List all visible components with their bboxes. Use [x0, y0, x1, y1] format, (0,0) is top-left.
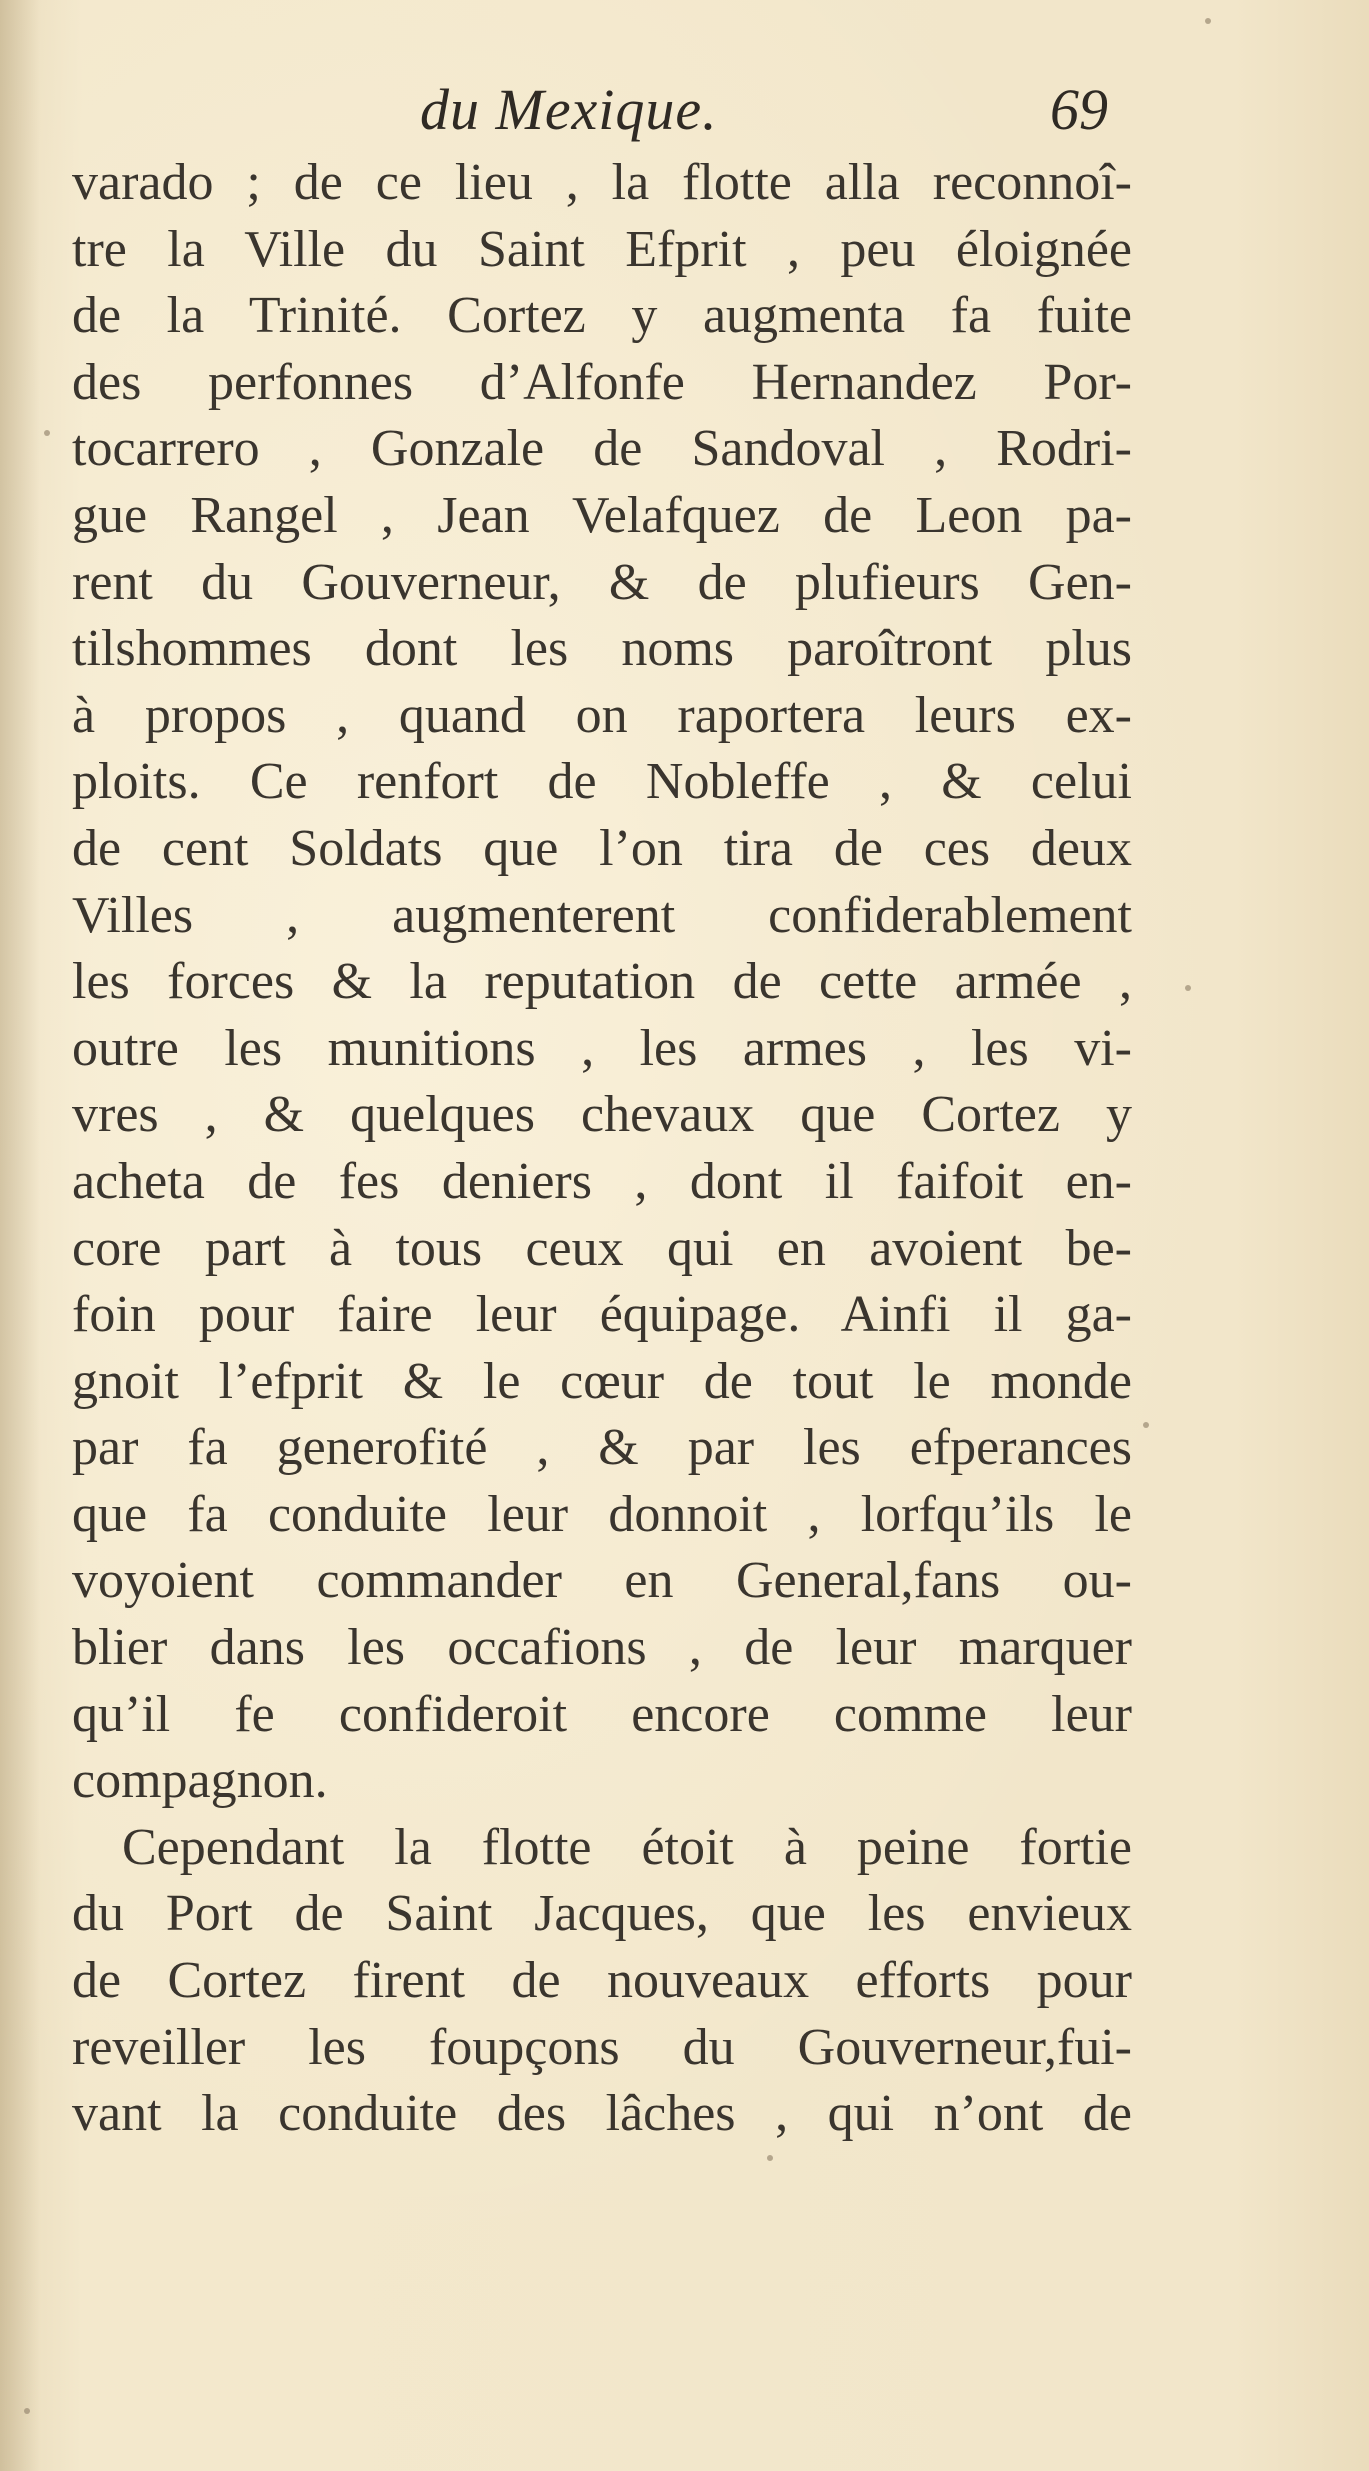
text-line: rent du Gouverneur, & de plufieurs Gen- — [72, 553, 1132, 611]
paper-speck — [1143, 1422, 1149, 1428]
text-line: tocarrero , Gonzale de Sandoval , Rodri- — [72, 420, 1132, 478]
text-line: core part à tous ceux qui en avoient be- — [72, 1219, 1132, 1277]
text-line: des perfonnes d’Alfonfe Hernandez Por- — [72, 353, 1132, 411]
text-line: outre les munitions , les armes , les vi- — [72, 1019, 1132, 1077]
paper-speck — [1185, 985, 1191, 991]
text-line: blier dans les occafions , de leur marquer — [72, 1619, 1132, 1677]
text-line: par fa generofité , & par les efperances — [72, 1419, 1132, 1477]
paragraph-start-line: Cependant la flotte étoit à peine fortie — [122, 1818, 1132, 1876]
text-line: du Port de Saint Jacques, que les envieux — [72, 1885, 1132, 1943]
text-line: de la Trinité. Cortez y augmenta fa fuite — [72, 287, 1132, 345]
paragraph-end-line: compagnon. — [72, 1752, 328, 1810]
text-line: de Cortez firent de nouveaux efforts pour — [72, 1952, 1132, 2010]
text-line: voyoient commander en General,fans ou- — [72, 1552, 1132, 1610]
paper-speck — [1205, 18, 1211, 24]
paper-speck — [767, 2155, 773, 2161]
gutter-shadow — [0, 0, 40, 2471]
text-line: que fa conduite leur donnoit , lorfqu’ils le — [72, 1485, 1132, 1543]
text-line: vres , & quelques chevaux que Cortez y — [72, 1086, 1132, 1144]
running-title: du Mexique. — [420, 77, 718, 142]
text-line: qu’il fe confideroit encore comme leur — [72, 1685, 1132, 1743]
text-line: gue Rangel , Jean Velafquez de Leon pa- — [72, 486, 1132, 544]
text-line: Villes , augmenterent confiderablement — [72, 886, 1132, 944]
text-line: acheta de fes deniers , dont il faifoit en- — [72, 1152, 1132, 1210]
text-line: tre la Ville du Saint Efprit , peu éloignée — [72, 220, 1132, 278]
running-head — [0, 70, 1369, 150]
paper-speck — [24, 2408, 30, 2414]
paper-speck — [44, 430, 50, 436]
text-line: ploits. Ce renfort de Nobleffe , & celui — [72, 753, 1132, 811]
text-line: tilshommes dont les noms paroîtront plus — [72, 620, 1132, 678]
text-line: foin pour faire leur équipage. Ainfi il ga- — [72, 1286, 1132, 1344]
text-line: varado ; de ce lieu , la flotte alla reconnoî- — [72, 154, 1132, 211]
text-line: gnoit l’efprit & le cœur de tout le monde — [72, 1352, 1132, 1410]
text-line: de cent Soldats que l’on tira de ces deux — [72, 819, 1132, 877]
text-line: vant la conduite des lâches , qui n’ont de — [72, 2085, 1132, 2143]
page-number: 69 — [1050, 77, 1108, 142]
text-line: à propos , quand on raportera leurs ex- — [72, 686, 1132, 744]
text-line: les forces & la reputation de cette armée , — [72, 953, 1132, 1011]
text-line: reveiller les foupçons du Gouverneur,fui- — [72, 2018, 1132, 2076]
body-text — [72, 150, 1132, 2148]
